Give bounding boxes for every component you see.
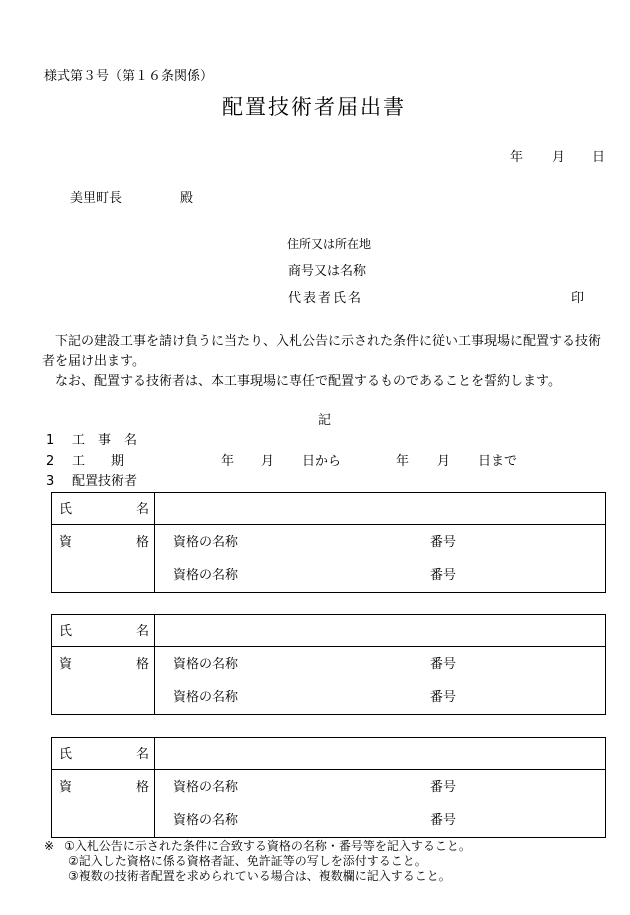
qualification-label-first: 資 <box>59 780 73 795</box>
name-row <box>52 493 605 525</box>
period-to-month: 月 <box>437 454 451 469</box>
note-line-1 <box>44 839 471 854</box>
qualification-number-label: 番号 <box>430 568 457 583</box>
date-year-label: 年 <box>510 150 524 165</box>
item-2-number: 2 <box>46 454 55 469</box>
item-3-label: 配置技術者 <box>72 474 138 489</box>
body-paragraph-2: なお、配置する技術者は、本工事現場に専任で配置するものであることを誓約します。 <box>55 374 561 389</box>
item-1-label: 工 事 名 <box>72 433 138 448</box>
column-divider <box>154 493 155 592</box>
qualification-name-label: 資格の名称 <box>173 657 239 672</box>
name-label-second: 名 <box>136 747 150 762</box>
note-mark: ※ <box>44 839 55 853</box>
item-3-number: 3 <box>46 474 55 489</box>
qualification-number-label: 番号 <box>430 780 457 795</box>
representative-label: 代表者氏名 <box>288 291 364 306</box>
period-from-day: 日から <box>302 454 342 469</box>
qualification-name-label: 資格の名称 <box>173 780 239 795</box>
name-label-second: 名 <box>136 624 150 639</box>
name-row <box>52 738 605 770</box>
period-to-day: 日まで <box>478 454 518 469</box>
period-from-month: 月 <box>261 454 275 469</box>
name-row <box>52 615 605 647</box>
business-name-label: 商号又は名称 <box>288 264 367 279</box>
name-label-second: 名 <box>136 502 150 517</box>
form-number: 様式第３号（第１６条関係） <box>44 69 214 84</box>
period-to-year: 年 <box>396 454 410 469</box>
note-1: ①入札公告に示された条件に合致する資格の名称・番号等を記入すること。 <box>64 839 471 853</box>
seal-mark: 印 <box>571 291 585 306</box>
date-month-label: 月 <box>552 150 566 165</box>
item-2-label: 工 期 <box>72 454 125 469</box>
qualification-number-label: 番号 <box>430 535 457 550</box>
body-text <box>42 332 608 392</box>
address-label: 住所又は所在地 <box>287 237 372 251</box>
column-divider <box>154 615 155 714</box>
body-paragraph-1: 下記の建設工事を請け負うに当たり、入札公告に示された条件に従い工事現場に配置する技術者を届け出ます。 <box>42 334 602 369</box>
qualification-label-first: 資 <box>59 535 73 550</box>
page-title: 配置技術者届出書 <box>222 95 406 119</box>
qualification-name-label: 資格の名称 <box>173 568 239 583</box>
ki-heading: 記 <box>318 413 332 428</box>
note-3: ③複数の技術者配置を求められている場合は、複数欄に記入すること。 <box>68 869 451 883</box>
item-1-number: 1 <box>46 433 55 448</box>
period-from-year: 年 <box>221 454 235 469</box>
note-2: ②記入した資格に係る資格者証、免許証等の写しを添付すること。 <box>68 854 427 868</box>
qualification-label-second: 格 <box>136 780 150 795</box>
name-label-first: 氏 <box>59 747 73 762</box>
notes <box>44 839 471 884</box>
qualification-label-second: 格 <box>136 657 150 672</box>
qualification-name-label: 資格の名称 <box>173 690 239 705</box>
technician-box <box>51 737 606 838</box>
qualification-name-label: 資格の名称 <box>173 535 239 550</box>
qualification-label-second: 格 <box>136 535 150 550</box>
qualification-number-label: 番号 <box>430 657 457 672</box>
qualification-name-label: 資格の名称 <box>173 813 239 828</box>
qualification-label-first: 資 <box>59 657 73 672</box>
name-label-first: 氏 <box>59 502 73 517</box>
date-day-label: 日 <box>592 150 606 165</box>
addressee-name: 美里町長 <box>70 191 123 206</box>
technician-box <box>51 492 606 593</box>
technician-box <box>51 614 606 715</box>
name-label-first: 氏 <box>59 624 73 639</box>
column-divider <box>154 738 155 837</box>
qualification-number-label: 番号 <box>430 690 457 705</box>
addressee-honorific: 殿 <box>180 191 194 206</box>
qualification-number-label: 番号 <box>430 813 457 828</box>
